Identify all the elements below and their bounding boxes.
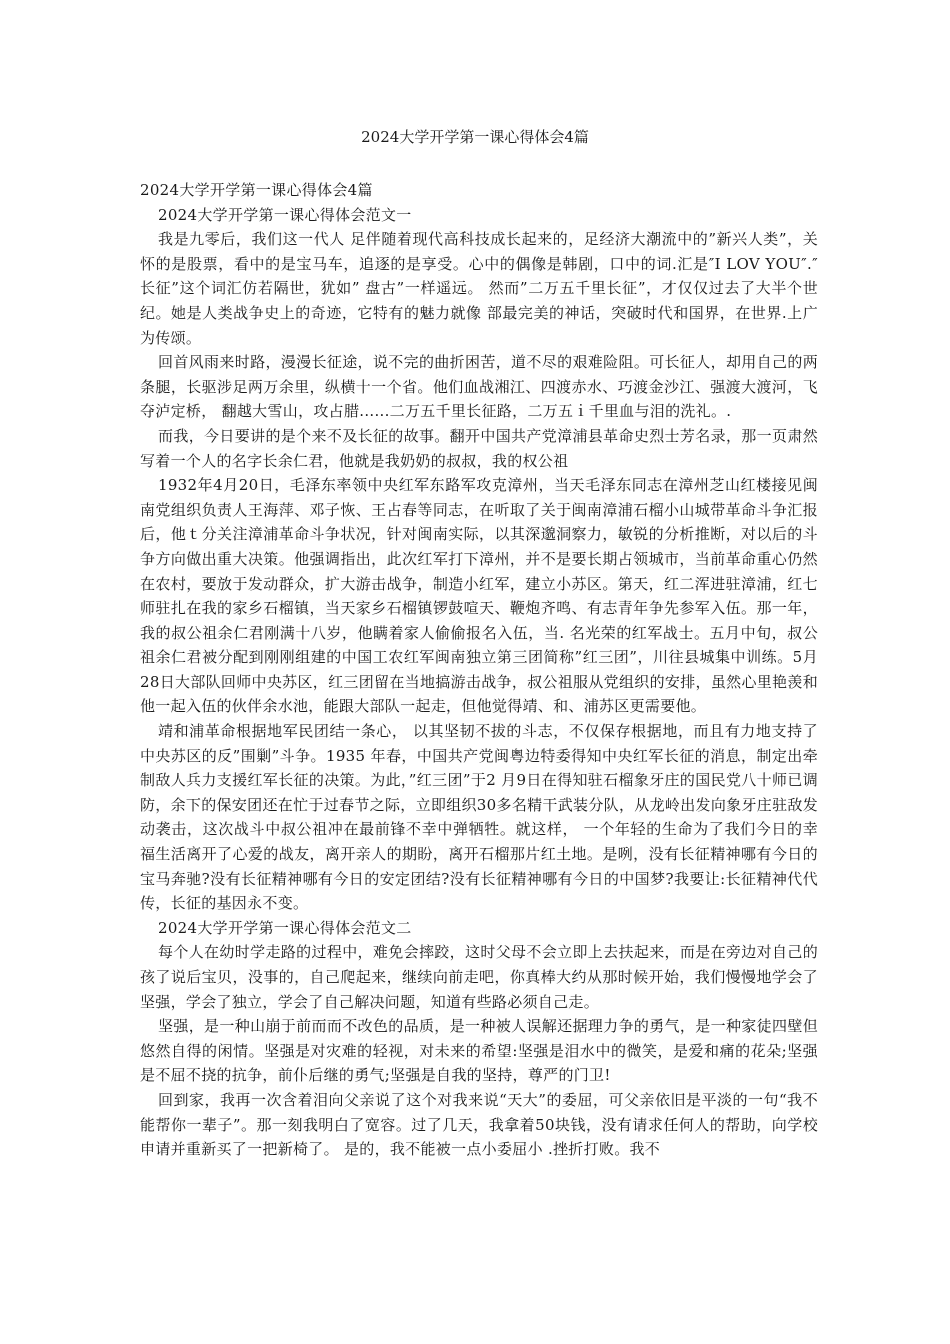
paragraph: 靖和浦革命根据地军民团结一条心， 以其坚韧不拔的斗志，不仅保存根据地，而且有力地支持了中央苏区的反”围剿”斗争。1935 年春，中国共产党闽粤边特委得知中央红军长征的消息，制定出牵制敌人兵力支援红军长征的决策。为此，”红三团”于2 月9日在得知驻石榴象牙庄的国民党八十师已调防，余下的保安团还在忙于过春节之际，立即组织30多名精干武装分队，从龙岭出发向象牙庄驻敌发动袭击，这次战斗中叔公祖冲在最前锋不幸中弹牺牲。就这样， 一个年轻的生命为了我们今日的幸福生活离开了心爱的战友，离开亲人的期盼，离开石榴那片红土地。是咧，没有长征精神哪有今日的宝马奔驰?没有长征精神哪有今日的安定团结?没有长征精神哪有今日的中国梦?我要让:长征精神代代传，长征的基因永不变。 [140,722,818,913]
paragraph: 坚强，是一种山崩于前而而不改色的品质，是一种被人误解还据理力争的勇气，是一种家徒四壁但悠然自得的闲情。坚强是对灾难的轻视，对未来的希望:坚强是泪水中的微笑，是爱和痛的花朵;坚强是不屈不挠的抗争，前仆后继的勇气;坚强是自我的坚持，尊严的门卫! [140,1017,818,1085]
section-heading-1: 2024大学开学第一课心得体会范文一 [158,205,412,224]
section-heading-2: 2024大学开学第一课心得体会范文二 [158,918,412,937]
paragraph: 回首风雨来时路，漫漫长征途，说不完的曲折困苦，道不尽的艰难险阻。可长征人，却用自己的两条腿，长驱涉足两万余里，纵横十一个省。他们血战湘江、四渡赤水、巧渡金沙江、强渡大渡河，飞夺泸定桥， 翻越大雪山，攻占腊......二万五千里长征路，二万五ｉ千里血与泪的洗礼。. [140,353,818,421]
paragraph: 回到家，我再一次含着泪向父亲说了这个对我来说“天大”的委屈，可父亲依旧是平淡的一句“我不能帮你一辈子”。那一刻我明白了宽容。过了几天，我拿着50块钱，没有请求任何人的帮助，向学校申请并重新买了一把新椅了。 是的，我不能被一点小委屈小 .挫折打败。我不 [140,1090,818,1159]
document-title: 2024大学开学第一课心得体会4篇 [361,128,589,146]
paragraph: 我是九零后，我们这一代人 足伴随着现代高科技成长起来的，足经济大潮流中的”新兴人类”，关怀的是股票，看中的是宝马车，追逐的是享受。心中的偶像是韩剧，口中的词.汇是″I LOV YOU″.″长征”这个词汇仿若隔世，犹如” 盘古”一样遥远。 然而”二万五千里长征”，才仅仅过去了大半个世纪。她是人类战争史上的奇迹，它特有的魅力就像 部最完美的神话，突破时代和国界，在世界.上广为传颂。 [140,230,818,347]
paragraph: 每个人在幼时学走路的过程中，难免会摔跤，这时父母不会立即上去扶起来，而是在旁边对自己的孩了说后宝贝，没事的，自己爬起来，继续向前走吧，你真棒大约从那时候开始，我们慢慢地学会了坚强，学会了独立，学会了自己解决问题，知道有些路必须自己走。 [140,943,818,1011]
paragraph: 1932年4月20日，毛泽东率领中央红军东路军攻克漳州，当天毛泽东同志在漳州芝山红楼接见闽南党组织负责人王海萍、邓子恢、王占春等同志，在听取了关于闽南漳浦石榴小山城带革命斗争汇报后，他ｔ分关注漳浦革命斗争状况，针对闽南实际，以其深邈洞察力，敏锐的分析推断，对以后的斗争方向做出重大决策。他强调指出，此次红军打下漳州，并不是要长期占领城市，当前革命重心仍然在农村，要放于发动群众，扩大游击战争，制造小红军，建立小苏区。第天，红二浑进驻漳浦，红七师驻扎在我的家乡石榴镇，当天家乡石榴镇锣鼓喧天、鞭炮齐鸣、有志青年争先参军入伍。那一年，我的叔公祖余仁君刚满十八岁，他瞒着家人偷偷报名入伍，当. 名光荣的红军战士。五月中旬，叔公祖余仁君被分配到刚刚组建的中国工农红军闽南独立第三团简称”红三团”，川往县城集中训练。5月28日大部队回师中央苏区，红三团留在当地搞游击战争，叔公祖服从党组织的安排，虽然心里艳羡和他一起入伍的伙伴余水池，能跟大部队一起走，但他觉得靖、和、浦苏区更需要他。 [140,476,818,716]
paragraph: 而我，今日要讲的是个来不及长征的故事。翻开中国共产党漳浦县革命史烈士芳名录，那一页肃然写着一个人的名字长余仁君，他就是我奶奶的叔叔，我的权公祖 [140,426,818,470]
document-body [140,178,818,1162]
document-subtitle: 2024大学开学第一课心得体会4篇 [140,181,373,199]
